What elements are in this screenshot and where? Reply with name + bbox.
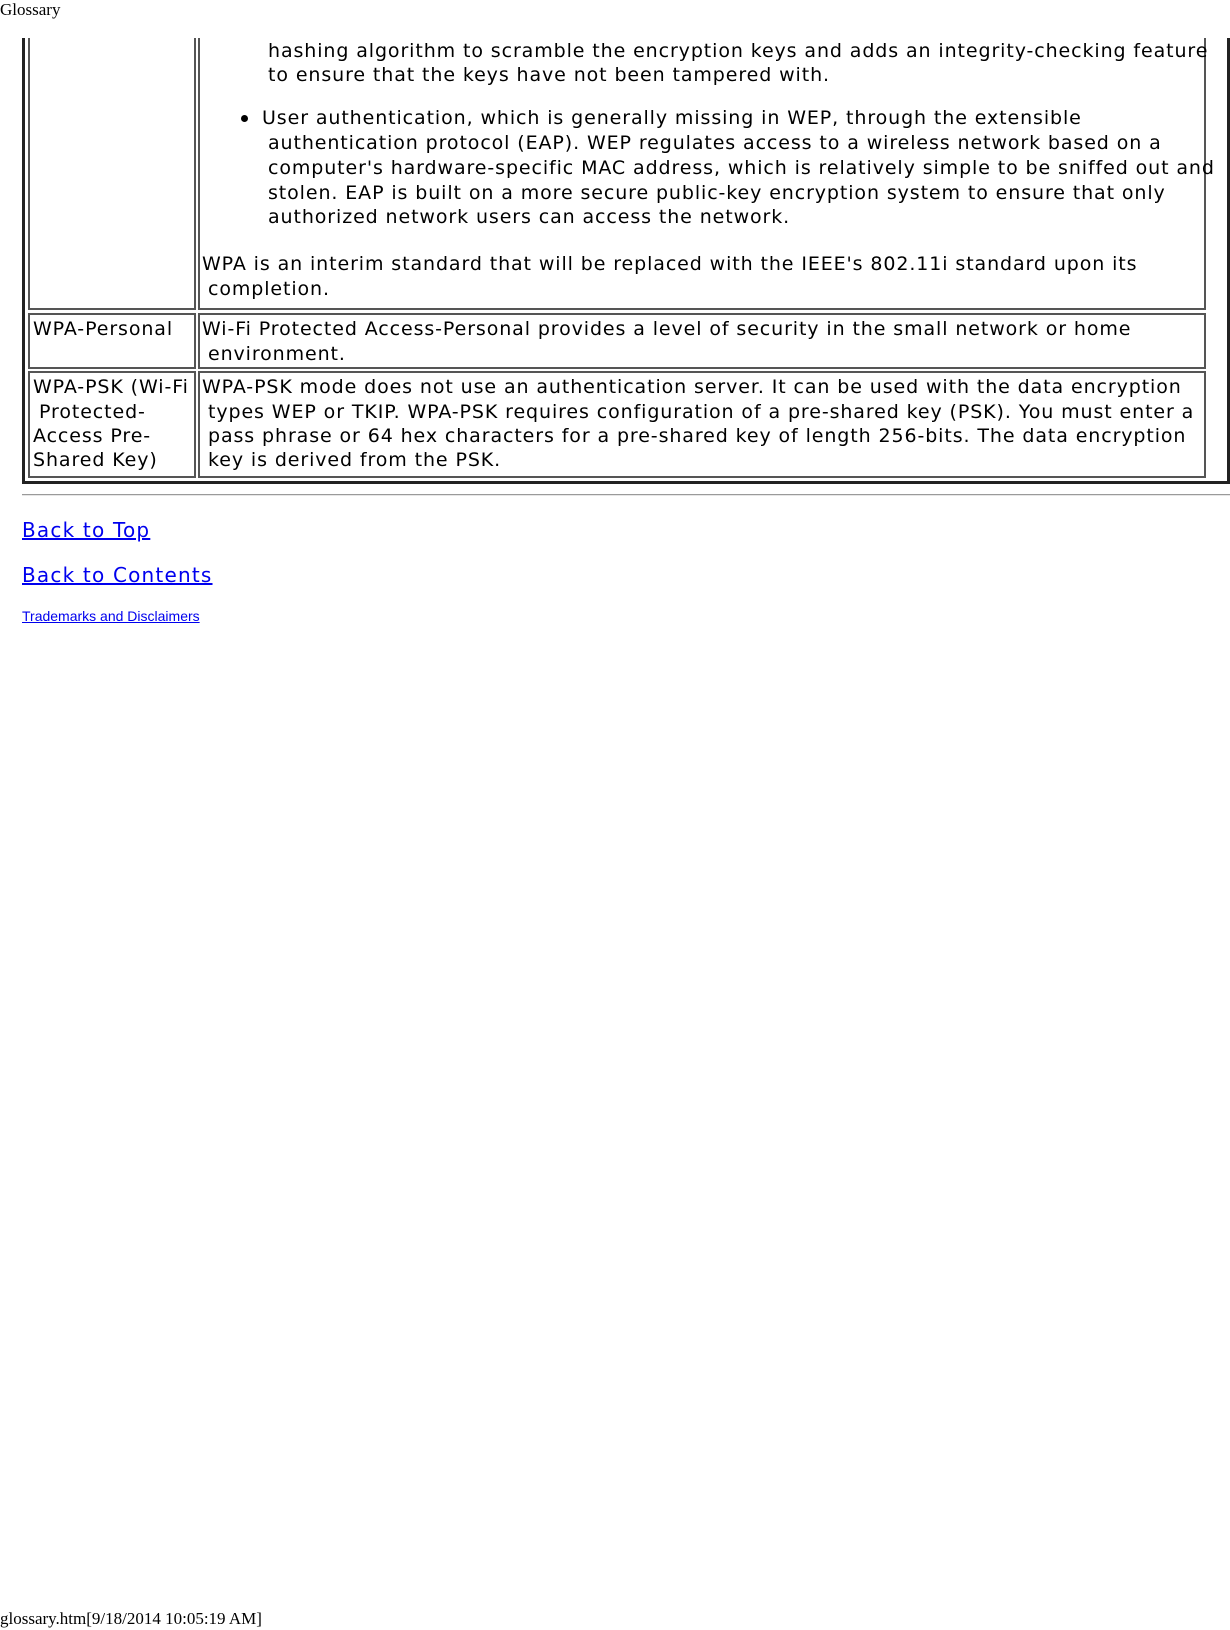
bullet-line: computer's hardware-specific MAC address, which is relatively simple to be sniffed out and [268,157,1215,179]
horizontal-rule [22,494,1230,496]
bullet-line: stolen. EAP is built on a more secure public-key encryption system to ensure that only [268,182,1166,204]
term-label-line: WPA-PSK (Wi-Fi [33,376,189,398]
definition-cell-wpa-continued [198,38,1215,310]
term-cell-wpa-psk [28,371,196,478]
trademarks-link[interactable]: Trademarks and Disclaimers [22,608,200,624]
definition-line: pass phrase or 64 hex characters for a pre-shared key of length 256-bits. The data encryption [208,425,1187,447]
definition-line: completion. [208,278,330,300]
term-label-line: Protected- [39,401,146,423]
term-cell-wpa-personal [28,313,196,369]
term-label-line: Shared Key) [33,449,158,471]
definition-line: hashing algorithm to scramble the encryption keys and adds an integrity-checking feature [268,40,1209,62]
definition-line: types WEP or TKIP. WPA-PSK requires configuration of a pre-shared key (PSK). You must enter a [208,401,1195,423]
term-cell-continued [28,38,196,310]
definition-line: WPA is an interim standard that will be replaced with the IEEE's 802.11i standard upon its [202,253,1138,275]
glossary-table [22,38,1230,484]
definition-line: key is derived from the PSK. [208,449,502,471]
bullet-icon [241,115,248,122]
bullet-line: authorized network users can access the network. [268,206,791,228]
definition-line: WPA-PSK mode does not use an authentication server. It can be used with the data encryption [202,376,1182,398]
definition-cell-wpa-personal [198,313,1206,369]
definition-cell-wpa-psk [198,371,1206,478]
definition-line: environment. [208,343,346,365]
back-to-contents-link[interactable]: Back to Contents [22,563,213,587]
term-label: WPA-Personal [33,318,174,340]
back-to-top-link[interactable]: Back to Top [22,518,151,542]
definition-line: Wi-Fi Protected Access-Personal provides a level of security in the small network or home [202,318,1132,340]
print-footer-source: glossary.htm[9/18/2014 10:05:19 AM] [0,1609,262,1628]
bullet-line: User authentication, which is generally missing in WEP, through the extensible [262,107,1082,129]
definition-line: to ensure that the keys have not been tampered with. [268,64,830,86]
term-label-line: Access Pre- [33,425,152,447]
bullet-line: authentication protocol (EAP). WEP regulates access to a wireless network based on a [268,132,1162,154]
print-header-title: Glossary [0,0,61,19]
